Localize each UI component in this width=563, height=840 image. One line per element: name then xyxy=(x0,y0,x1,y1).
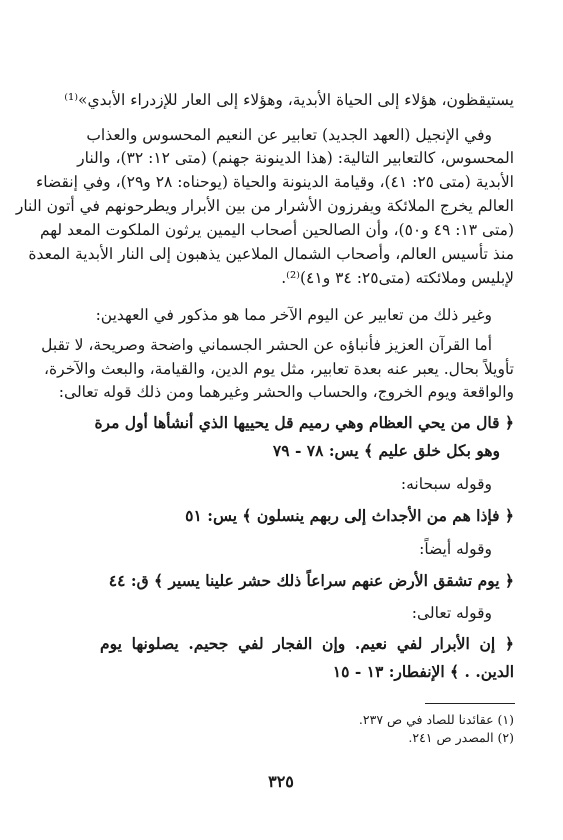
paragraph-line: والواقعة ويوم الخروج، والحساب والحشر وغيرهما ومن ذلك قوله تعالى: xyxy=(58,383,514,401)
paragraph-line: وفي الإنجيل (العهد الجديد) تعابير عن النعيم المحسوس والعذاب xyxy=(86,126,492,144)
paragraph-line: الأبدية (متى ٢٥: ٤١)، وقيامة الدينونة والحياة (يوحناه: ٢٨ و٢٩)، وفي إنقضاء xyxy=(36,173,514,191)
paragraph-line: وقوله تعالى: xyxy=(411,604,492,622)
page-number: ٣٢٥ xyxy=(268,772,294,791)
paragraph-line: أما القرآن العزيز فأنباؤه عن الحشر الجسماني واضحة وصريحة، لا تقبل xyxy=(41,336,492,354)
paragraph-line: وقوله سبحانه: xyxy=(400,475,492,493)
paragraph-line: يستيقظون، هؤلاء إلى الحياة الأبدية، وهؤلاء إلى العار للإزدراء الأبدي»⁽¹⁾ xyxy=(64,91,514,109)
paragraph-line: لإبليس وملائكته (متى٢٥: ٣٤ و٤١)⁽²⁾. xyxy=(281,269,514,287)
paragraph-line: المحسوس، كالتعابير التالية: (هذا الدينونة جهنم) (متى ١٢: ٣٢)، والنار xyxy=(77,149,514,167)
paragraph-line: تأويلاً بحال. يعبر عنه بعدة تعابير، مثل يوم الدين، والقيامة، والبعث والآخرة، xyxy=(44,360,514,378)
quran-verse-line: ﴿ إن الأبرار لفي نعيم. وإن الفجار لفي جحيم. يصلونها يوم xyxy=(100,634,514,653)
quran-verse-line: الدين. . ﴾ الإنفطار: ١٣ - ١٥ xyxy=(332,662,514,681)
footnote-divider xyxy=(425,703,515,704)
paragraph-line: وقوله أيضاً: xyxy=(419,540,492,558)
quran-verse-line: ﴿ يوم تشقق الأرض عنهم سراعاً ذلك حشر علينا يسير ﴾ ق: ٤٤ xyxy=(108,571,514,590)
paragraph-line: وغير ذلك من تعابير عن اليوم الآخر مما هو مذكور في العهدين: xyxy=(95,306,492,324)
paragraph-line: العالم يخرج الملائكة ويفرزون الأشرار من بين الأبرار ويطرحونهم في أتون النار xyxy=(15,197,514,215)
footnote: (٢) المصدر ص ٢٤١. xyxy=(408,730,514,745)
paragraph-line: منذ تأسيس العالم، وأصحاب الشمال الملاعين يذهبون إلى النار الأبدية المعدة xyxy=(28,245,514,263)
quran-verse-line: وهو بكل خلق عليم ﴾ يس: ٧٨ - ٧٩ xyxy=(272,441,500,460)
quran-verse-line: ﴿ قال من يحي العظام وهي رميم قل يحييها الذي أنشأها أول مرة xyxy=(94,413,514,432)
paragraph-line: (متى ١٣: ٤٩ و٥٠)، وأن الصالحين أصحاب اليمين يرثون الملكوت المعد لهم xyxy=(39,221,514,239)
footnote: (١) عقائدنا للصاد في ص ٢٣٧. xyxy=(358,712,514,727)
quran-verse-line: ﴿ فإذا هم من الأجداث إلى ربهم ينسلون ﴾ يس: ٥١ xyxy=(185,506,514,525)
